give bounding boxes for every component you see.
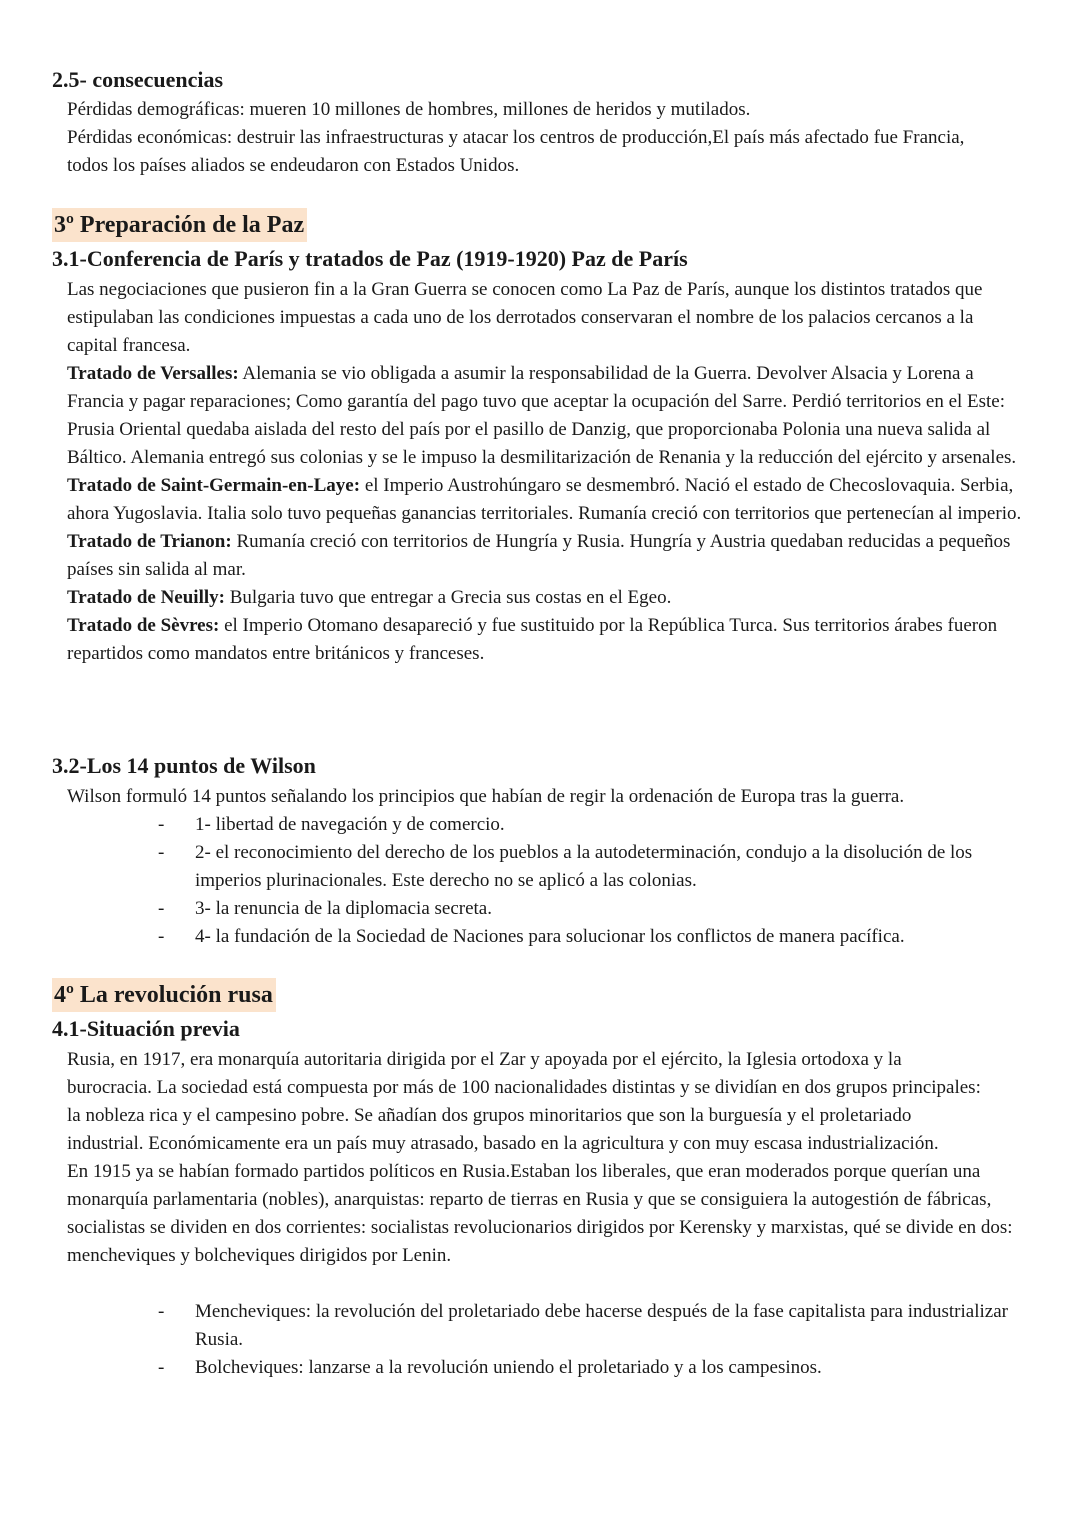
treaty-paragraph [67, 612, 1027, 668]
list-item [150, 811, 1030, 839]
list-item [150, 839, 1030, 895]
treaty-text: Rumanía creció con territorios de Hungría y Rusia. Hungría y Austria quedaban reducidas a pequeños países sin salida al mar. [67, 531, 1011, 580]
section-4-1-heading: 4.1-Situación previa [52, 1016, 240, 1041]
bullet-dash: - [158, 842, 165, 863]
list-item [150, 895, 1030, 923]
treaty-paragraph [67, 360, 1027, 472]
section-3-1-body [67, 276, 1027, 668]
list-item-text: 4- la fundación de la Sociedad de Naciones para solucionar los conflictos de manera pacífica. [195, 926, 905, 947]
treaty-text: Alemania se vio obligada a asumir la responsabilidad de la Guerra. Devolver Alsacia y Lorena a Francia y pagar reparaciones; Como garantía del pago tuvo que aceptar la ocupación del Sarre. Perdió territorios en el Este: Prusia Oriental quedaba aislada del resto del país por el pasillo de Danzig, que proporcionaba Polonia una nueva salida al Báltico. Alemania entregó sus colonias y se le impuso la desmilitarización de Renania y la reducción del ejército y arsenales. [67, 363, 1017, 468]
bullet-dash: - [158, 926, 165, 947]
paragraph: Pérdidas demográficas: mueren 10 millones de hombres, millones de heridos y mutilados. [67, 99, 751, 120]
list-item [150, 1298, 1030, 1354]
section-3-2-heading: 3.2-Los 14 puntos de Wilson [52, 753, 316, 778]
section-3-title-wrap [52, 208, 1042, 242]
list-item-text: 2- el reconocimiento del derecho de los pueblos a la autodeterminación, condujo a la disolución de los imperios plurinacionales. Este derecho no se aplicó a las colonias. [195, 842, 973, 891]
section-2-5-body [67, 96, 1027, 180]
section-4-1-body [67, 1046, 1027, 1270]
paragraph: Las negociaciones que pusieron fin a la Gran Guerra se conocen como La Paz de París, aunque los distintos tratados que estipulaban las condiciones impuestas a cada uno de los derrotados conservaran el nombre de los palacios cercanos a la capital francesa. [67, 279, 983, 356]
section-2-5-heading: 2.5- consecuencias [52, 67, 224, 92]
treaty-text: el Imperio Austrohúngaro se desmembró. Nació el estado de Checoslovaquia. Serbia, ahora Yugoslavia. Italia solo tuvo pequeñas ganancias territoriales. Rumanía creció con territorios que pertenecían al imperio. [67, 475, 1022, 524]
section-3-2-heading-wrap [52, 752, 1042, 780]
treaty-text: el Imperio Otomano desapareció y fue sustituido por la República Turca. Sus territorios árabes fueron repartidos como mandatos entre británicos y franceses. [67, 615, 998, 664]
section-3-1-heading: 3.1-Conferencia de París y tratados de Paz (1919-1920) Paz de París [52, 246, 688, 271]
list-item-text: 3- la renuncia de la diplomacia secreta. [195, 898, 492, 919]
bullet-dash: - [158, 898, 165, 919]
paragraph: Pérdidas económicas: destruir las infraestructuras y atacar los centros de producción,El país más afectado fue Francia, todos los países aliados se endeudaron con Estados Unidos. [67, 127, 965, 176]
section-4-1-heading-wrap [52, 1015, 1042, 1043]
paragraph: En 1915 ya se habían formado partidos políticos en Rusia.Estaban los liberales, que eran moderados porque querían una monarquía parlamentaria (nobles), anarquistas: reparto de tierras en Rusia y que se consiguiera la autogestión de fábricas, socialistas se dividen en dos corrientes: socialistas revolucionarios dirigidos por Kerensky y marxistas, qué se divide en dos: mencheviques y bolcheviques dirigidos por Lenin. [67, 1161, 1013, 1266]
list-item [150, 923, 1030, 951]
treaty-name: Tratado de Sèvres: [67, 615, 220, 636]
bullet-dash: - [158, 814, 165, 835]
list-item [150, 1354, 1030, 1382]
section-2-5-heading-wrap [52, 66, 1042, 94]
parties-list [150, 1298, 1030, 1382]
treaty-name: Tratado de Trianon: [67, 531, 232, 552]
treaty-paragraph [67, 528, 1027, 584]
treaty-text: Bulgaria tuvo que entregar a Grecia sus costas en el Egeo. [224, 587, 672, 608]
paragraph: Wilson formuló 14 puntos señalando los principios que habían de regir la ordenación de Europa tras la guerra. [67, 786, 905, 807]
treaty-paragraph [67, 584, 1027, 612]
section-3-title: 3º Preparación de la Paz [52, 208, 307, 242]
bullet-dash: - [158, 1357, 165, 1378]
treaty-name: Tratado de Saint-Germain-en-Laye: [67, 475, 361, 496]
treaty-name: Tratado de Neuilly: [67, 587, 225, 608]
list-item-text: 1- libertad de navegación y de comercio. [195, 814, 505, 835]
wilson-points-list [150, 811, 1030, 951]
section-4-title-wrap [52, 978, 1042, 1012]
section-3-1-heading-wrap [52, 245, 1042, 273]
section-4-title: 4º La revolución rusa [52, 978, 276, 1012]
list-item-text: Bolcheviques: lanzarse a la revolución uniendo el proletariado y a los campesinos. [195, 1357, 822, 1378]
treaty-name: Tratado de Versalles: [67, 363, 239, 384]
paragraph: Rusia, en 1917, era monarquía autoritaria dirigida por el Zar y apoyada por el ejército, la Iglesia ortodoxa y la burocracia. La sociedad está compuesta por más de 100 nacionalidades distintas y se dividían en dos grupos principales: la nobleza rica y el campesino pobre. Se añadían dos grupos minoritarios que son la burguesía y el proletariado industrial. Económicamente era un país muy atrasado, basado en la agricultura y con muy escasa industrialización. [67, 1049, 981, 1154]
treaty-paragraph [67, 472, 1027, 528]
list-item-text: Mencheviques: la revolución del proletariado debe hacerse después de la fase capitalista para industrializar Rusia. [195, 1301, 1008, 1350]
bullet-dash: - [158, 1301, 165, 1322]
section-3-2-intro [67, 783, 1027, 811]
